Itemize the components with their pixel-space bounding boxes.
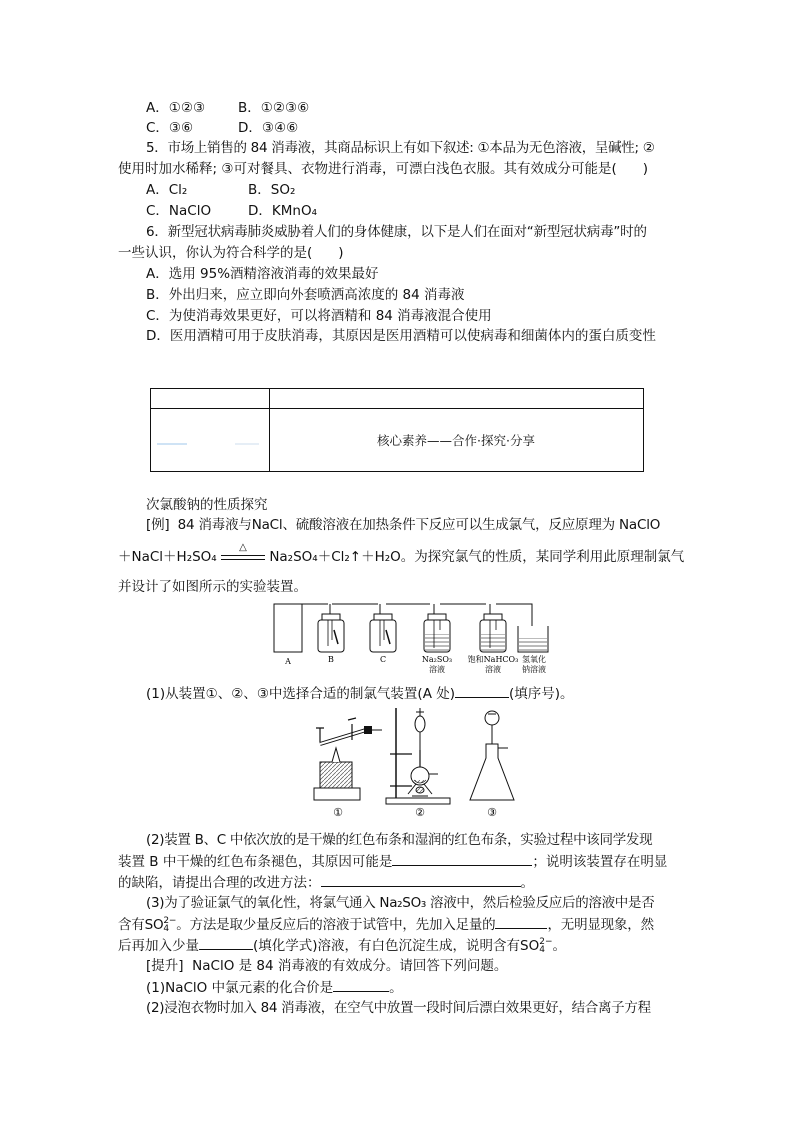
sulfate-ion-script [539, 938, 552, 954]
label-na2so3-2: 溶液 [429, 665, 445, 674]
device-a-box [274, 604, 302, 652]
sub2-line2-end: ；说明该装置存在明显 [532, 854, 668, 870]
example-tag: [例] [146, 517, 170, 533]
section-title: 核心素养——合作·探究·分享 [377, 432, 535, 448]
device-1-icon [314, 718, 382, 800]
q4-option-d: D．③④⑥ [238, 120, 299, 136]
q5-paren-close: ) [642, 161, 648, 177]
sub3-line3-a: 后再加入少量 [118, 938, 199, 954]
ion-subscript: 4 [163, 924, 169, 934]
sub3-line2-b: 。方法是取少量反应后的溶液于试管中，先加入足量的 [176, 917, 496, 933]
sub3-line3-b: (填化学式)溶液，有白色沉淀生成，说明含有SO [253, 938, 540, 954]
bottle-c-icon [370, 614, 396, 652]
decor-bar [157, 443, 187, 445]
ion-subscript: 4 [539, 945, 545, 955]
sub3-line2-c: ，无明显现象，然 [547, 917, 654, 933]
q4-option-a: A．①②③ [146, 100, 206, 116]
q6-option-d: D．医用酒精可用于皮肤消毒，其原因是医用酒精可以使病毒和细菌体内的蛋白质变性 [146, 328, 656, 344]
q6-stem-line2 [118, 243, 344, 263]
device-label-1: ① [333, 806, 343, 819]
bottle-b-icon [318, 614, 344, 652]
sub3-blank-reagent[interactable] [495, 914, 547, 929]
device-label-2: ② [415, 806, 425, 819]
label-nahco3: 饱和NaHCO₃ [467, 655, 519, 664]
sub3-line3-end: 。 [552, 938, 567, 954]
q5-stem-line2 [118, 159, 648, 179]
lift-q1 [146, 977, 403, 998]
q5-option-a: A．Cl₂ [146, 182, 188, 198]
sub3-line1: (3)为了验证氯气的氧化性，将氯气通入 Na₂SO₃ 溶液中，然后检验反应后的溶液中是否 [146, 895, 655, 911]
topic-title: 次氯酸钠的性质探究 [146, 497, 268, 513]
heat-condition: △ [239, 542, 247, 553]
sub1-blank[interactable] [455, 683, 509, 698]
q6-option-a: A．选用 95%酒精溶液消毒的效果最好 [146, 266, 379, 282]
sub2-text: 装置 B 中干燥的红色布条褪色，其原因可能是 [118, 854, 393, 870]
label-b: B [328, 655, 334, 664]
lift-q1-text: (1)NaClO 中氯元素的化合价是 [146, 980, 334, 996]
sulfate-ion-script [163, 917, 176, 933]
sub2-line2 [118, 851, 667, 872]
q6-option-c: C．为使消毒效果更好，可以将酒精和 84 消毒液混合使用 [146, 308, 492, 324]
label-naoh-2: 钠溶液 [522, 665, 546, 674]
sub3-blank-formula[interactable] [199, 935, 253, 950]
lift-q2: (2)浸泡衣物时加入 84 消毒液，在空气中放置一段时间后漂白效果更好，结合离子方程 [146, 1000, 651, 1016]
tube-d-e [440, 604, 490, 614]
lift-line [146, 956, 507, 976]
q5-option-b: B．SO₂ [248, 182, 296, 198]
sub2-blank-reason[interactable] [392, 851, 532, 866]
sub1-text: (1)从装置①、②、③中选择合适的制氯气装置(A 处) [146, 686, 455, 702]
device-3-icon [470, 711, 514, 800]
equation-left: ＋NaCl＋H₂SO₄ [118, 549, 217, 565]
example-line3: 并设计了如图所示的实验装置。 [118, 579, 307, 595]
equation-right: Na₂SO₄＋Cl₂↑＋H₂O。为探究氯气的性质，某同学利用此原理制氯气 [269, 549, 685, 565]
device-2-icon [386, 708, 450, 804]
apparatus-diagram [270, 600, 562, 680]
label-naoh: 氢氧化 [522, 655, 546, 664]
device-label-3: ③ [487, 806, 497, 819]
q6-stem-line1: 6．新型冠状病毒肺炎威胁着人们的身体健康，以下是人们在面对“新型冠状病毒”时的 [146, 224, 647, 240]
generator-devices [308, 704, 528, 822]
sub3-line3 [118, 935, 566, 956]
ion-charge: 2− [163, 916, 177, 926]
q5-stem-text: 使用时加水稀释; ③可对餐具、衣物进行消毒，可漂白浅色衣服。其有效成分可能是( [118, 161, 617, 177]
example-text: 84 消毒液与NaCl、硫酸溶液在加热条件下反应可以生成氯气，反应原理为 NaClO [177, 517, 661, 533]
sub2-line3-end: 。 [520, 875, 534, 891]
ion-charge: 2− [539, 937, 553, 947]
section-header-box [150, 388, 644, 472]
decor-bar [235, 443, 259, 445]
tube-b-c [332, 604, 380, 614]
beaker-naoh-icon [518, 626, 548, 652]
sub2-blank-improve[interactable] [321, 872, 521, 887]
q6-option-b: B．外出归来，应立即向外套喷洒高浓度的 84 消毒液 [146, 287, 465, 303]
example-equation [118, 542, 685, 567]
equation-arrow [221, 542, 265, 564]
sub1-end: (填序号)。 [509, 686, 574, 702]
lift-q1-blank[interactable] [333, 977, 389, 992]
q5-option-d: D．KMnO₄ [248, 203, 317, 219]
bottle-nahco3-icon [480, 614, 506, 652]
tube-a-b [302, 604, 330, 614]
q5-stem-line1: 5．市场上销售的 84 消毒液，其商品标识上有如下叙述: ①本品为无色溶液，呈碱性; ② [146, 140, 655, 156]
label-c: C [379, 655, 387, 664]
example-line1 [146, 515, 660, 535]
sub2-line1: (2)装置 B、C 中依次放的是干燥的红色布条和湿润的红色布条，实验过程中该同学发现 [146, 832, 653, 848]
sub2-line3 [118, 872, 534, 893]
q5-option-c: C．NaClO [146, 203, 212, 219]
lift-q1-end: 。 [389, 980, 403, 996]
label-a: A [285, 657, 291, 666]
lift-tag: [提升] [146, 958, 184, 974]
label-nahco3-2: 溶液 [485, 665, 501, 674]
sub1-line [146, 683, 574, 704]
lift-text: NaClO 是 84 消毒液的有效成分。请回答下列问题。 [192, 958, 508, 974]
q6-stem-text: 一些认识，你认为符合科学的是( [118, 245, 313, 261]
sub2-line3-text: 的缺陷，请提出合理的改进方法： [118, 875, 321, 891]
sub3-line2 [118, 914, 654, 935]
sub3-line2-a: 含有SO [118, 917, 164, 933]
tube-c-d [386, 604, 434, 614]
q6-paren-close: ) [338, 245, 344, 261]
q4-option-c: C．③⑥ [146, 120, 194, 136]
q4-option-b: B．①②③⑥ [238, 100, 310, 116]
bottle-na2so3-icon [424, 614, 450, 652]
label-na2so3: Na₂SO₃ [421, 655, 453, 664]
